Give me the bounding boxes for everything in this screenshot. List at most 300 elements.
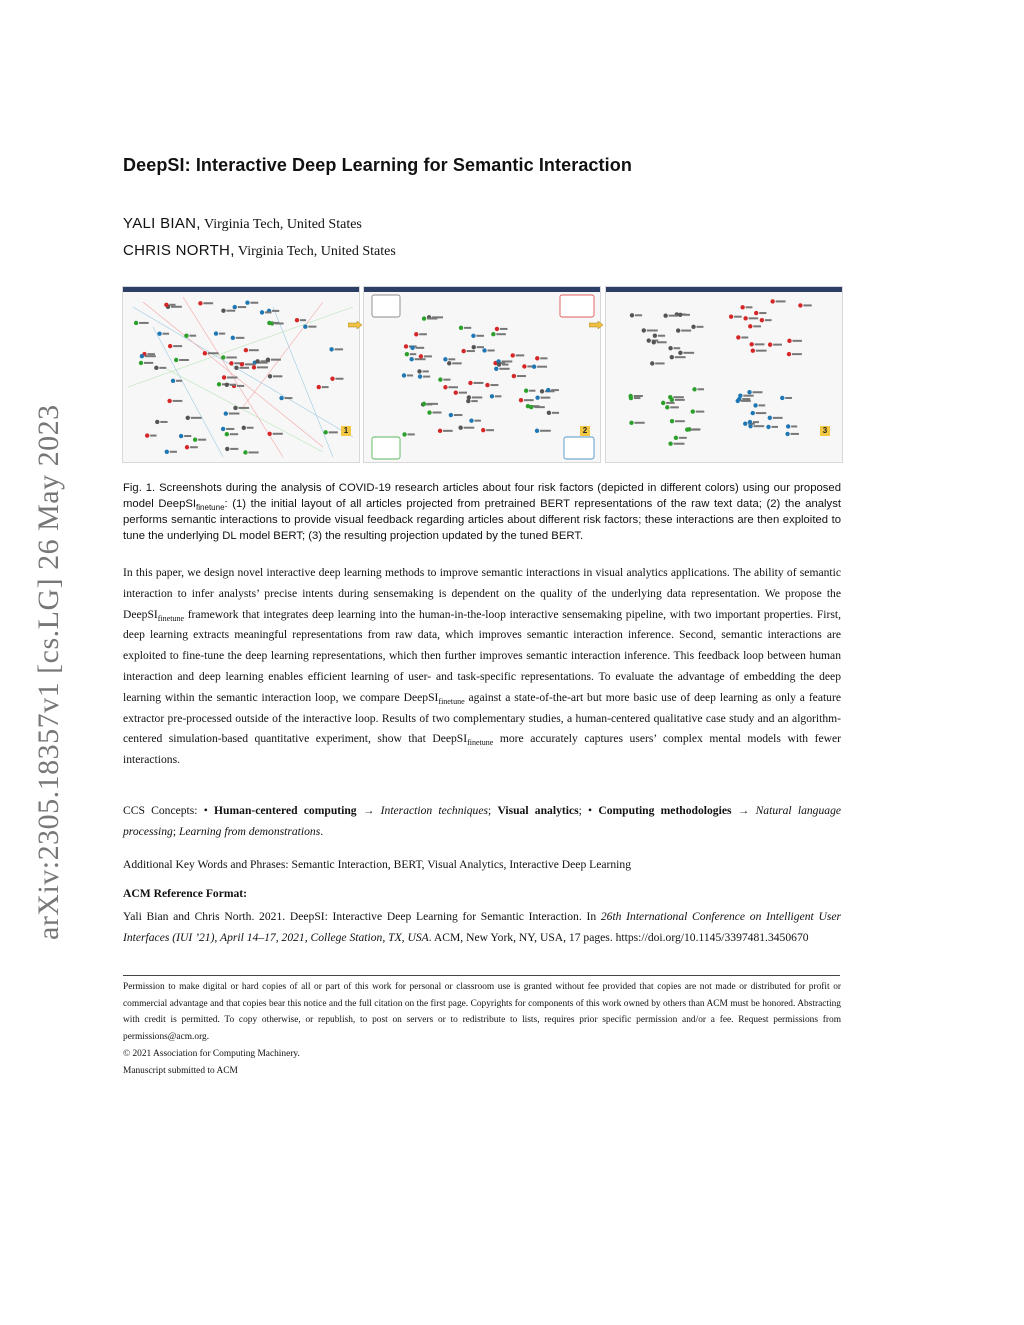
document-label: [416, 347, 425, 349]
document-node: [786, 424, 790, 428]
document-node: [405, 352, 409, 356]
document-label: [273, 375, 282, 377]
document-label: [237, 385, 244, 387]
document-node: [642, 328, 646, 332]
document-node: [279, 396, 283, 400]
document-node: [729, 314, 733, 318]
document-node: [524, 389, 528, 393]
document-label: [792, 353, 802, 355]
document-node: [459, 326, 463, 330]
document-label: [517, 375, 526, 377]
document-node: [427, 410, 431, 414]
document-label: [776, 300, 786, 302]
document-label: [675, 356, 686, 358]
author-1: [123, 215, 362, 233]
document-label: [171, 306, 182, 308]
document-node: [231, 336, 235, 340]
document-label: [759, 404, 766, 406]
document-node: [532, 365, 536, 369]
document-label: [247, 427, 254, 429]
step-badge-2: 2: [580, 426, 590, 436]
document-label: [753, 421, 759, 423]
document-label: [683, 314, 690, 316]
document-label: [754, 425, 765, 427]
arrow-icon: [348, 321, 362, 329]
author-affiliation: Virginia Tech, United States: [237, 244, 396, 259]
document-label: [150, 435, 156, 437]
document-label: [239, 407, 250, 409]
arxiv-identifier: arXiv:2305.18357v1 [cs.LG] 26 May 2023: [32, 404, 65, 940]
author-2: [123, 242, 396, 260]
cluster-box: [372, 295, 400, 317]
document-label: [473, 382, 483, 384]
document-label: [690, 429, 700, 431]
document-label: [407, 374, 413, 376]
document-node: [491, 332, 495, 336]
document-label: [540, 430, 551, 432]
document-node: [691, 325, 695, 329]
document-node: [481, 428, 485, 432]
document-label: [634, 397, 640, 399]
screenshot-panel-1: [122, 286, 360, 463]
document-node: [468, 381, 472, 385]
document-node: [546, 388, 550, 392]
document-node: [535, 429, 539, 433]
document-node: [323, 430, 327, 434]
document-label: [634, 422, 644, 424]
document-node: [303, 324, 307, 328]
document-label: [227, 376, 237, 378]
document-node: [670, 398, 674, 402]
document-node: [242, 426, 246, 430]
document-node: [787, 352, 791, 356]
document-node: [167, 399, 171, 403]
document-label: [236, 337, 245, 339]
document-node: [691, 409, 695, 413]
document-label: [634, 395, 643, 397]
link-line: [128, 307, 353, 387]
document-label: [785, 397, 792, 399]
keywords: Additional Key Words and Phrases: Semantic Interaction, BERT, Visual Analytics, Interactive Deep Learning: [123, 858, 631, 871]
document-node: [511, 353, 515, 357]
document-label: [657, 341, 667, 343]
document-label: [765, 319, 772, 321]
document-node: [260, 310, 264, 314]
document-node: [663, 313, 667, 317]
document-node: [535, 356, 539, 360]
document-node: [233, 305, 237, 309]
document-label: [477, 346, 484, 348]
document-label: [219, 333, 225, 335]
document-node: [245, 301, 249, 305]
document-label: [467, 350, 475, 352]
document-node: [495, 327, 499, 331]
document-node: [155, 420, 159, 424]
document-node: [214, 331, 218, 335]
document-node: [670, 419, 674, 423]
document-label: [191, 417, 202, 419]
document-label: [300, 319, 306, 321]
document-node: [665, 405, 669, 409]
link-line: [133, 307, 353, 437]
document-label: [683, 352, 694, 354]
document-label: [454, 414, 463, 416]
document-label: [674, 347, 681, 349]
document-node: [252, 365, 256, 369]
ccs-concepts: CCS Concepts: • Human-centered computing → Interaction techniques; Visual analytics; • Computing methodologies → Natural language processing; Learning from demonstrations.: [123, 804, 842, 838]
document-node: [454, 390, 458, 394]
document-label: [791, 433, 799, 435]
document-label: [666, 402, 674, 404]
document-label: [741, 400, 751, 402]
document-node: [768, 416, 772, 420]
step-badge-3: 3: [820, 426, 830, 436]
document-label: [226, 428, 234, 430]
document-label: [335, 378, 343, 380]
document-node: [157, 332, 161, 336]
link-line: [153, 327, 223, 457]
document-label: [537, 366, 547, 368]
document-label: [490, 384, 498, 386]
document-label: [679, 437, 687, 439]
document-label: [516, 354, 524, 356]
cluster-box: [560, 295, 594, 317]
document-label: [408, 433, 415, 435]
document-node: [770, 299, 774, 303]
document-node: [234, 366, 238, 370]
document-node: [317, 385, 321, 389]
document-node: [140, 354, 144, 358]
document-label: [697, 326, 704, 328]
document-node: [221, 355, 225, 359]
document-label: [476, 335, 484, 337]
document-label: [173, 345, 182, 347]
document-node: [422, 402, 426, 406]
document-node: [402, 432, 406, 436]
cluster-box: [372, 437, 400, 459]
scatter-layout-initial: [123, 287, 359, 462]
document-node: [222, 375, 226, 379]
document-node: [798, 303, 802, 307]
acm-reference-heading: ACM Reference Format:: [123, 887, 248, 900]
document-label: [145, 355, 156, 357]
document-node: [785, 432, 789, 436]
document-label: [265, 311, 272, 313]
author-name: YALI BIAN,: [123, 215, 201, 232]
document-node: [740, 305, 744, 309]
document-node: [203, 351, 207, 355]
document-node: [221, 308, 225, 312]
document-node: [494, 367, 498, 371]
document-node: [466, 399, 470, 403]
document-node: [422, 316, 426, 320]
link-line: [143, 302, 323, 447]
document-node: [184, 333, 188, 337]
link-line: [243, 302, 323, 407]
document-label: [551, 389, 559, 391]
document-node: [535, 395, 539, 399]
document-node: [198, 301, 202, 305]
document-node: [647, 338, 651, 342]
document-node: [482, 348, 486, 352]
document-label: [552, 412, 559, 414]
document-label: [203, 302, 213, 304]
document-label: [698, 388, 704, 390]
document-label: [226, 356, 237, 358]
document-label: [159, 367, 166, 369]
document-node: [540, 389, 544, 393]
document-node: [676, 328, 680, 332]
document-label: [226, 310, 235, 312]
document-label: [423, 376, 430, 378]
document-node: [780, 396, 784, 400]
document-node: [743, 422, 747, 426]
document-label: [415, 358, 426, 360]
figure-1: [122, 286, 840, 461]
document-label: [756, 412, 767, 414]
document-label: [488, 349, 495, 351]
document-label: [674, 443, 685, 445]
document-label: [170, 451, 177, 453]
paper-title: DeepSI: Interactive Deep Learning for Semantic Interaction: [123, 155, 632, 175]
document-label: [499, 368, 509, 370]
document-node: [749, 342, 753, 346]
document-label: [464, 327, 471, 329]
document-label: [250, 302, 258, 304]
document-label: [160, 421, 167, 423]
document-label: [741, 336, 748, 338]
document-label: [803, 304, 811, 306]
document-node: [185, 445, 189, 449]
document-node: [414, 332, 418, 336]
document-label: [743, 395, 753, 397]
document-label: [755, 343, 765, 345]
document-label: [410, 353, 416, 355]
document-node: [154, 366, 158, 370]
document-node: [171, 379, 175, 383]
document-label: [308, 326, 316, 328]
document-label: [245, 363, 255, 365]
document-label: [500, 328, 508, 330]
document-node: [629, 421, 633, 425]
document-node: [295, 318, 299, 322]
document-node: [630, 313, 634, 317]
document-label: [198, 439, 206, 441]
document-node: [743, 316, 747, 320]
document-node: [221, 427, 225, 431]
document-node: [547, 411, 551, 415]
document-node: [134, 321, 138, 325]
document-label: [249, 349, 259, 351]
document-label: [773, 344, 782, 346]
document-label: [230, 433, 238, 435]
step-badge-1: 1: [341, 426, 351, 436]
document-label: [322, 386, 329, 388]
author-name: CHRIS NORTH,: [123, 242, 235, 259]
document-label: [229, 413, 240, 415]
document-node: [174, 358, 178, 362]
document-node: [678, 313, 682, 317]
document-label: [179, 359, 189, 361]
document-label: [655, 362, 664, 364]
document-label: [427, 403, 438, 405]
document-label: [208, 352, 219, 354]
document-label: [502, 360, 513, 362]
document-node: [751, 411, 755, 415]
acm-reference: Yali Bian and Chris North. 2021. DeepSI: Interactive Deep Learning for Semantic Interaction. In 26th International Conference on Intelligent User Interfaces (IUI ’21), April 14–17, 2021, College Station, TX, USA. ACM, New York, NY, USA, 17 pages. https://doi.org/10.1145/3397481.3450670: [123, 910, 841, 944]
document-node: [186, 416, 190, 420]
document-node: [418, 374, 422, 378]
document-label: [238, 306, 246, 308]
document-node: [628, 394, 632, 398]
document-label: [230, 384, 237, 386]
document-label: [529, 390, 535, 392]
document-node: [267, 321, 271, 325]
document-label: [184, 435, 191, 437]
document-node: [168, 344, 172, 348]
document-label: [534, 406, 545, 408]
document-node: [490, 394, 494, 398]
document-node: [747, 390, 751, 394]
arrow-icon: [589, 321, 603, 329]
document-label: [452, 362, 461, 364]
document-label: [335, 348, 343, 350]
document-label: [472, 396, 482, 398]
document-node: [404, 344, 408, 348]
document-node: [652, 340, 656, 344]
document-node: [229, 361, 233, 365]
document-node: [447, 361, 451, 365]
document-node: [522, 364, 526, 368]
document-label: [422, 370, 428, 372]
copyright-notice: © 2021 Association for Computing Machinery.: [123, 1049, 300, 1059]
document-label: [673, 396, 684, 398]
document-node: [268, 374, 272, 378]
document-label: [541, 397, 551, 399]
document-node: [225, 447, 229, 451]
document-label: [486, 429, 494, 431]
document-label: [248, 451, 258, 453]
document-node: [650, 361, 654, 365]
document-label: [427, 318, 437, 320]
document-node: [661, 401, 665, 405]
document-label: [176, 380, 182, 382]
screenshot-panel-2: [363, 286, 601, 463]
document-label: [144, 362, 153, 364]
document-label: [190, 446, 198, 448]
document-node: [240, 362, 244, 366]
document-label: [189, 335, 196, 337]
document-node: [685, 427, 689, 431]
document-node: [233, 406, 237, 410]
cluster-box: [564, 437, 594, 459]
document-node: [766, 425, 770, 429]
document-node: [224, 411, 228, 415]
document-node: [164, 303, 168, 307]
document-node: [266, 357, 270, 361]
document-label: [139, 322, 148, 324]
document-label: [471, 400, 477, 402]
document-node: [469, 418, 473, 422]
link-line: [163, 367, 323, 452]
scatter-layout-interaction: [364, 287, 600, 462]
document-label: [424, 355, 432, 357]
document-node: [255, 359, 259, 363]
document-label: [448, 386, 458, 388]
document-label: [791, 425, 797, 427]
document-node: [461, 349, 465, 353]
document-label: [329, 431, 338, 433]
document-node: [668, 442, 672, 446]
document-node: [419, 354, 423, 358]
document-label: [285, 397, 293, 399]
document-node: [243, 450, 247, 454]
document-node: [165, 450, 169, 454]
document-label: [753, 391, 763, 393]
manuscript-note: Manuscript submitted to ACM: [123, 1066, 238, 1076]
footnote-divider: [123, 975, 840, 976]
document-label: [524, 399, 534, 401]
document-label: [792, 340, 801, 342]
document-label: [496, 333, 506, 335]
document-label: [681, 330, 691, 332]
document-node: [267, 432, 271, 436]
document-label: [443, 379, 450, 381]
document-node: [512, 374, 516, 378]
document-node: [692, 387, 696, 391]
document-label: [464, 427, 475, 429]
document-node: [179, 434, 183, 438]
document-node: [668, 346, 672, 350]
document-node: [753, 403, 757, 407]
document-node: [217, 382, 221, 386]
document-label: [658, 335, 665, 337]
document-node: [145, 433, 149, 437]
document-label: [448, 358, 455, 360]
document-label: [272, 310, 279, 312]
document-node: [443, 357, 447, 361]
author-affiliation: Virginia Tech, United States: [204, 217, 362, 232]
document-label: [669, 315, 678, 317]
document-node: [748, 420, 752, 424]
document-label: [433, 412, 442, 414]
screenshot-panel-3: [605, 286, 843, 463]
document-label: [173, 400, 183, 402]
document-node: [139, 361, 143, 365]
document-label: [773, 417, 783, 419]
document-label: [459, 392, 467, 394]
document-label: [635, 314, 642, 316]
document-label: [474, 420, 480, 422]
document-label: [756, 350, 767, 352]
document-label: [734, 316, 742, 318]
document-node: [330, 377, 334, 381]
document-node: [438, 429, 442, 433]
document-node: [748, 324, 752, 328]
document-node: [736, 335, 740, 339]
document-node: [449, 413, 453, 417]
document-node: [438, 377, 442, 381]
document-label: [759, 312, 766, 314]
document-label: [272, 322, 279, 324]
document-label: [271, 359, 281, 361]
document-label: [746, 306, 753, 308]
document-label: [169, 304, 175, 306]
document-node: [787, 339, 791, 343]
document-node: [472, 345, 476, 349]
document-node: [529, 405, 533, 409]
document-label: [257, 366, 268, 368]
